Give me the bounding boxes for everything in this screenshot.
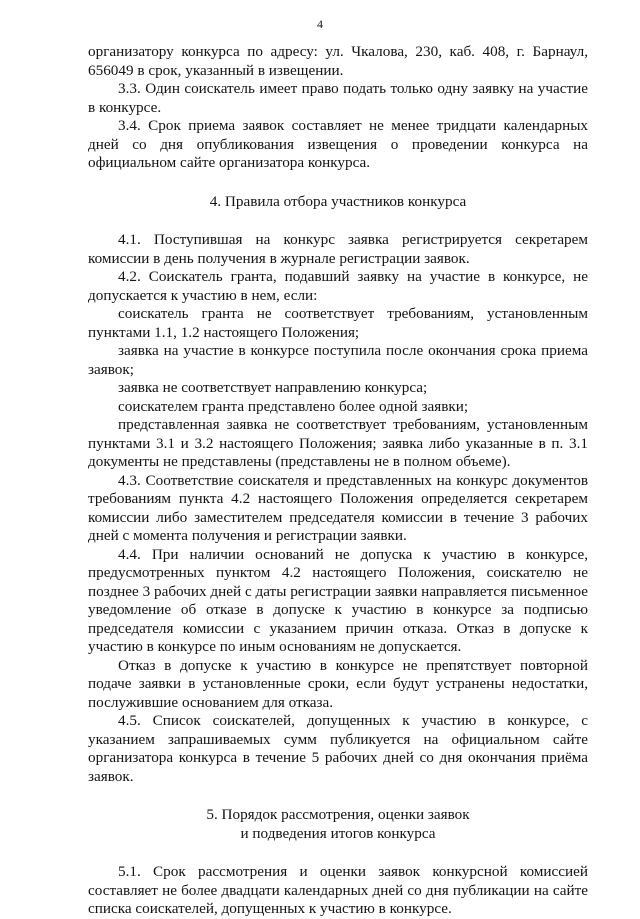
paragraph-4-2: 4.2. Соискатель гранта, подавший заявку на участие в конкурсе, не допускается к участию в нем, если: [88,268,588,304]
paragraph-4-4: 4.4. При наличии оснований не допуска к участию в конкурсе, предусмотренных пунктом 4.2 настоящего Положения, соискателю не позднее 3 рабочих дней с даты регистрации заявки направляется письменное уведомление об отказе в допуске к участию в конкурсе за подписью председателя комиссии с указанием причин отказа. Отказ в допуске к участию в конкурсе по иным основаниям не допускается. [88,545,588,655]
section-4-heading: 4. Правила отбора участников конкурса [209,192,467,210]
paragraph-4-3: 4.3. Соответствие соискателя и представленных на конкурс документов требованиям пункта 4.2 настоящего Положения определяется секретарем комиссии либо заместителем председателя комиссии в течение 3 рабочих дней с момента получения и регистрации заявки. [88,471,588,544]
paragraph-refusal: Отказ в допуске к участию в конкурсе не препятствует повторной подаче заявки в установленные сроки, если будут устранены недостатки, послужившие основанием для отказа. [88,656,588,711]
list-item: соискатель гранта не соответствует требованиям, установленным пунктами 1.1, 1.2 настоящего Положения; [88,305,588,341]
paragraph-3-4: 3.4. Срок приема заявок составляет не менее тридцати календарных дней со дня опубликования извещения о проведении конкурса на официальном сайте организатора конкурса. [88,117,588,171]
paragraph-3-3: 3.3. Один соискатель имеет право подать только одну заявку на участие в конкурсе. [88,80,588,116]
page-number: 4 [317,17,323,31]
paragraph-4-5: 4.5. Список соискателей, допущенных к участию в конкурсе, с указанием запрашиваемых сумм публикуется на официальном сайте организатора конкурса в течение 5 рабочих дней со дня окончания приёма заявок. [88,712,588,785]
paragraph: организатору конкурса по адресу: ул. Чкалова, 230, каб. 408, г. Барнаул, 656049 в срок, указанный в извещении. [88,43,588,79]
list-item: соискателем гранта представлено более одной заявки; [118,397,469,415]
section-5-heading-line1: 5. Порядок рассмотрения, оценки заявок [206,806,470,823]
section-5-heading [88,806,588,843]
paragraph-4-1: 4.1. Поступившая на конкурс заявка регистрируется секретарем комиссии в день получения в журнале регистрации заявок. [88,231,588,267]
paragraph-5-1: 5.1. Срок рассмотрения и оценки заявок конкурсной комиссией составляет не более двадцати календарных дней со дня публикации на сайте списка соискателей, допущенных к участию в конкурсе. [88,863,588,917]
section-5-heading-line2: и подведения итогов конкурса [240,824,436,842]
list-item: представленная заявка не соответствует требованиям, установленным пунктами 3.1 и 3.2 настоящего Положения; заявка либо указанные в п. 3.1 документы не представлены (представлены не в полном объеме). [88,416,588,470]
list-item: заявка на участие в конкурсе поступила после окончания срока приема заявок; [88,342,588,378]
document-body [88,43,588,919]
list-item: заявка не соответствует направлению конкурса; [118,379,428,396]
